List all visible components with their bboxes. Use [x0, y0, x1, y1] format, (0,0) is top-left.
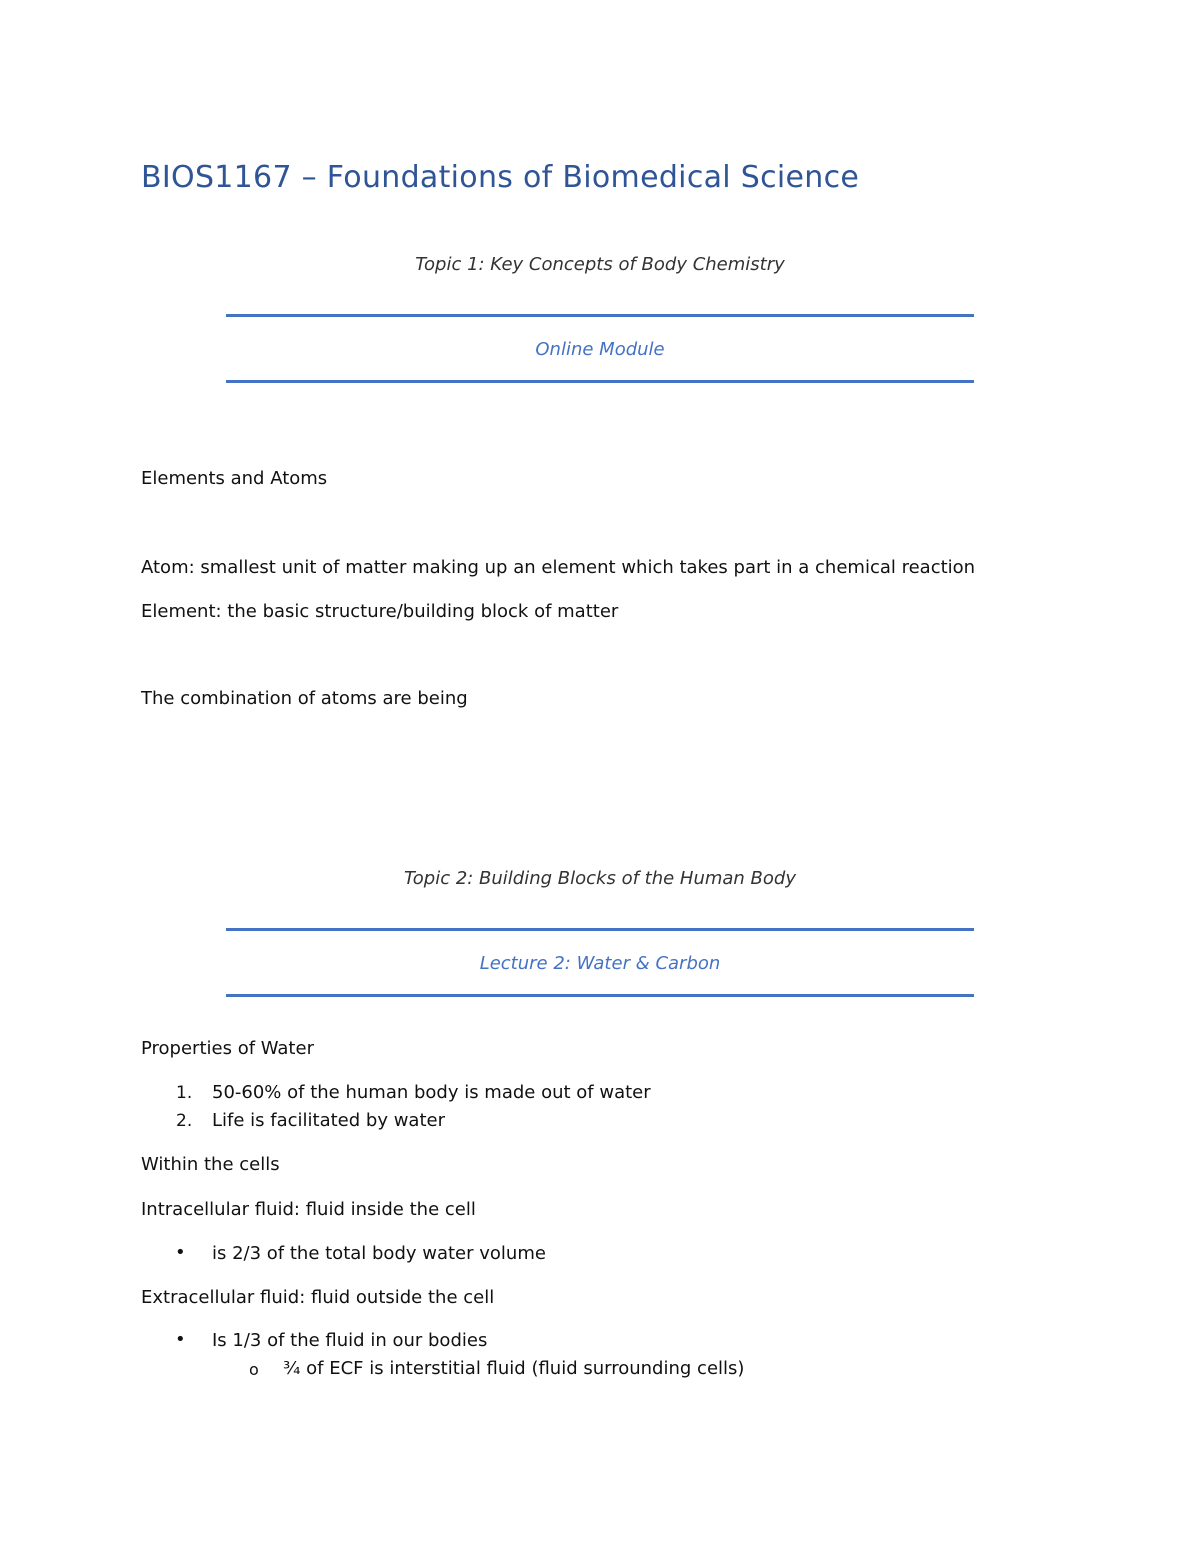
intracellular-line: Intracellular fluid: fluid inside the cell	[141, 1199, 476, 1220]
online-module-label: Online Module	[535, 339, 665, 360]
list-item-2: Life is facilitated by water	[212, 1110, 445, 1131]
intracellular-bullet-item: is 2/3 of the total body water volume	[212, 1243, 546, 1264]
lecture-2-label: Lecture 2: Water & Carbon	[479, 953, 721, 974]
sub-bullet-icon: o	[249, 1360, 259, 1379]
topic-2-subtitle: Topic 2: Building Blocks of the Human Body	[403, 868, 796, 889]
list-number-2: 2.	[176, 1111, 193, 1131]
atom-definition: Atom: smallest unit of matter making up an element which takes part in a chemical reaction	[141, 557, 976, 578]
rule-bottom-2	[226, 994, 974, 997]
extracellular-line: Extracellular fluid: fluid outside the cell	[141, 1287, 495, 1308]
document-title: BIOS1167 – Foundations of Biomedical Science	[141, 160, 860, 195]
rule-bottom-1	[226, 380, 974, 383]
element-definition: Element: the basic structure/building block of matter	[141, 601, 619, 622]
topic-1-subtitle: Topic 1: Key Concepts of Body Chemistry	[415, 254, 785, 275]
rule-top-1	[226, 314, 974, 317]
bullet-icon: •	[175, 1329, 186, 1350]
list-item-1: 50-60% of the human body is made out of water	[212, 1082, 651, 1103]
elements-atoms-heading: Elements and Atoms	[141, 468, 328, 489]
atoms-combination-line: The combination of atoms are being	[141, 688, 468, 709]
sub-bullet-item: ¾ of ECF is interstitial fluid (fluid surrounding cells)	[283, 1358, 745, 1379]
rule-top-2	[226, 928, 974, 931]
list-number-1: 1.	[176, 1083, 193, 1103]
within-cells-line: Within the cells	[141, 1154, 280, 1175]
extracellular-bullet-item: Is 1/3 of the fluid in our bodies	[212, 1330, 488, 1351]
properties-water-heading: Properties of Water	[141, 1038, 314, 1059]
bullet-icon: •	[175, 1242, 186, 1263]
